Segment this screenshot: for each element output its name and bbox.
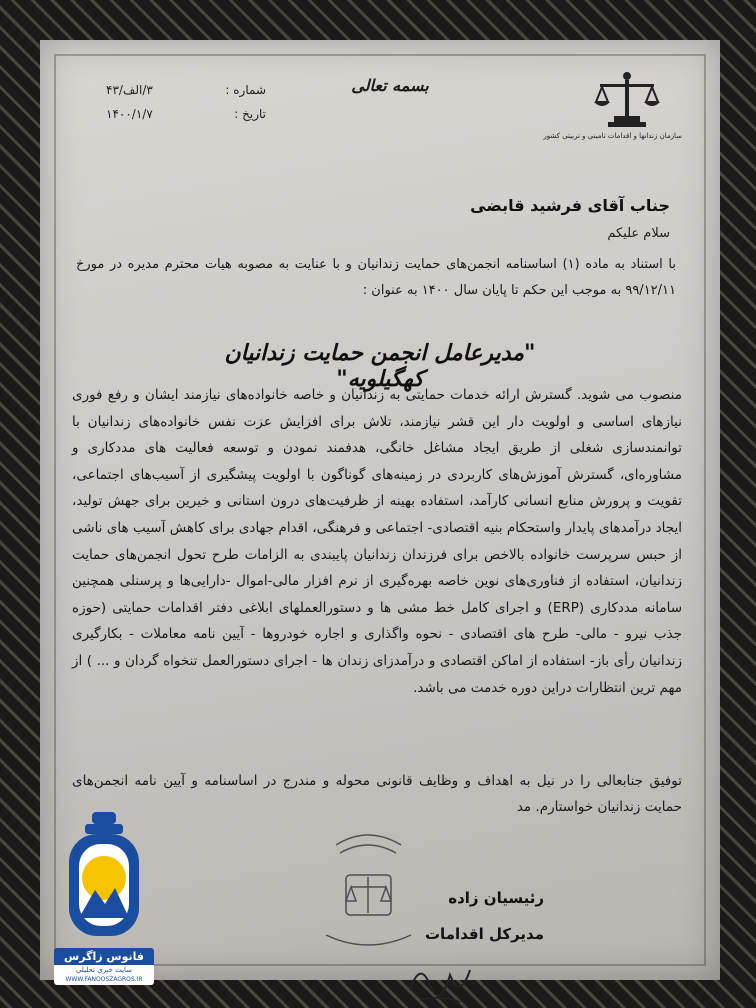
number-row [106, 78, 266, 102]
signer-name: رئیسیان زاده [448, 889, 544, 907]
number-label: شماره : [225, 83, 266, 97]
date-label: تاریخ : [234, 107, 266, 121]
closing-paragraph: توفیق جنابعالی را در نیل به اهداف و وظایف قانونی محوله و مندرج در اساسنامه و آیین نامه انجمن‌های حمایت زندانیان خواستارم. مد [72, 773, 682, 815]
number-value: ۳/الف/۴۳ [106, 83, 153, 97]
letter-meta [106, 78, 266, 126]
site-watermark-logo [54, 808, 154, 1004]
date-value: ۱۴۰۰/۱/۷ [106, 107, 153, 121]
brand-tagline: سایت خبری تحلیلی [54, 965, 154, 975]
signer-position: مدیرکل اقدامات [424, 925, 544, 943]
brand-name: فانوس زاگرس [54, 948, 154, 965]
date-row [106, 102, 266, 126]
scales-emblem-icon [592, 68, 662, 130]
bismillah-heading: بسمه تعالی [351, 76, 429, 95]
organization-name: سازمان زندانها و اقدامات تامینی و تربیتی کشور [543, 132, 682, 140]
organization-emblem [543, 68, 682, 140]
intro-paragraph: با استناد به ماده (۱) اساسنامه انجمن‌های حمایت زندانیان و با عنایت به مصوبه هیات محترم مدیره در مورخ ۹۹/۱۲/۱۱ به موجب این حکم تا پایان سال ۱۴۰۰ به عنوان : [76, 257, 676, 298]
appointment-title: "مدیرعامل انجمن حمایت زندانیان کهگیلویه" [224, 340, 536, 392]
recipient-name: جناب آقای فرشید قابضی [470, 196, 670, 215]
brand-website: WWW.FANOOSZAGROS.IR [54, 975, 154, 985]
greeting: سلام علیکم [607, 226, 670, 241]
lantern-logo-icon [59, 808, 149, 948]
body-paragraph: منصوب می شوید. گسترش ارائه خدمات حمایتی به زندانیان و خاصه خانواده‌های نیازمند ایشان و رفع فوری نیازهای اساسی و اولویت دار این قشر نیازمند، تلاش برای افزایش عزت نفس خانواده‌های زندانیان با توانمندسازی شغلی از طریق ایجاد مشاغل خانگی، هدفمند نمودن و توسعه فعالیت های مددکاری و مشاوره‌ای، گسترش آموزش‌های کاربردی در زمینه‌های گوناگون با اولویت پیشگیری از آسیب‌های اجتماعی، تقویت و پرورش منابع انسانی کارآمد، استفاده بهینه از ظرفیت‌های درون استانی و خیرین برای جهش تولید، ایجاد درآمدهای پایدار واستحکام بنیه اقتصادی- اجتماعی و فرهنگی، اقدام جهادی برای کاهش آسیب های ناشی از حبس سرپرست خانواده بالاخص برای فرزندان زندانیان پایبندی به الزامات طرح تحول انجمن‌های حمایت زندانیان، استفاده از فناوری‌های نوین خاصه بهره‌گیری از نرم افزار مالی-اموال -دارایی‌ها و پرسنلی همچنین سامانه مددکاری (ERP) و اجرای کامل خط مشی ها و دستورالعملهای ابلاغی دفتر اقدامات حمایتی (حوزه جذب نیرو - مالی- طرح های اقتصادی - نحوه واگذاری و اجاره خودروها - آیین نامه معاملات - بکارگیری زندانیان رأی باز- استفاده از اماکن اقتصادی و درآمدزای زندان ها - اجرای دستورالعمل تنخواه گردان و ... ) از مهم ترین انتظارات دراین دوره خدمت می باشد. [72, 387, 683, 696]
handwritten-signature-icon [400, 940, 480, 1008]
